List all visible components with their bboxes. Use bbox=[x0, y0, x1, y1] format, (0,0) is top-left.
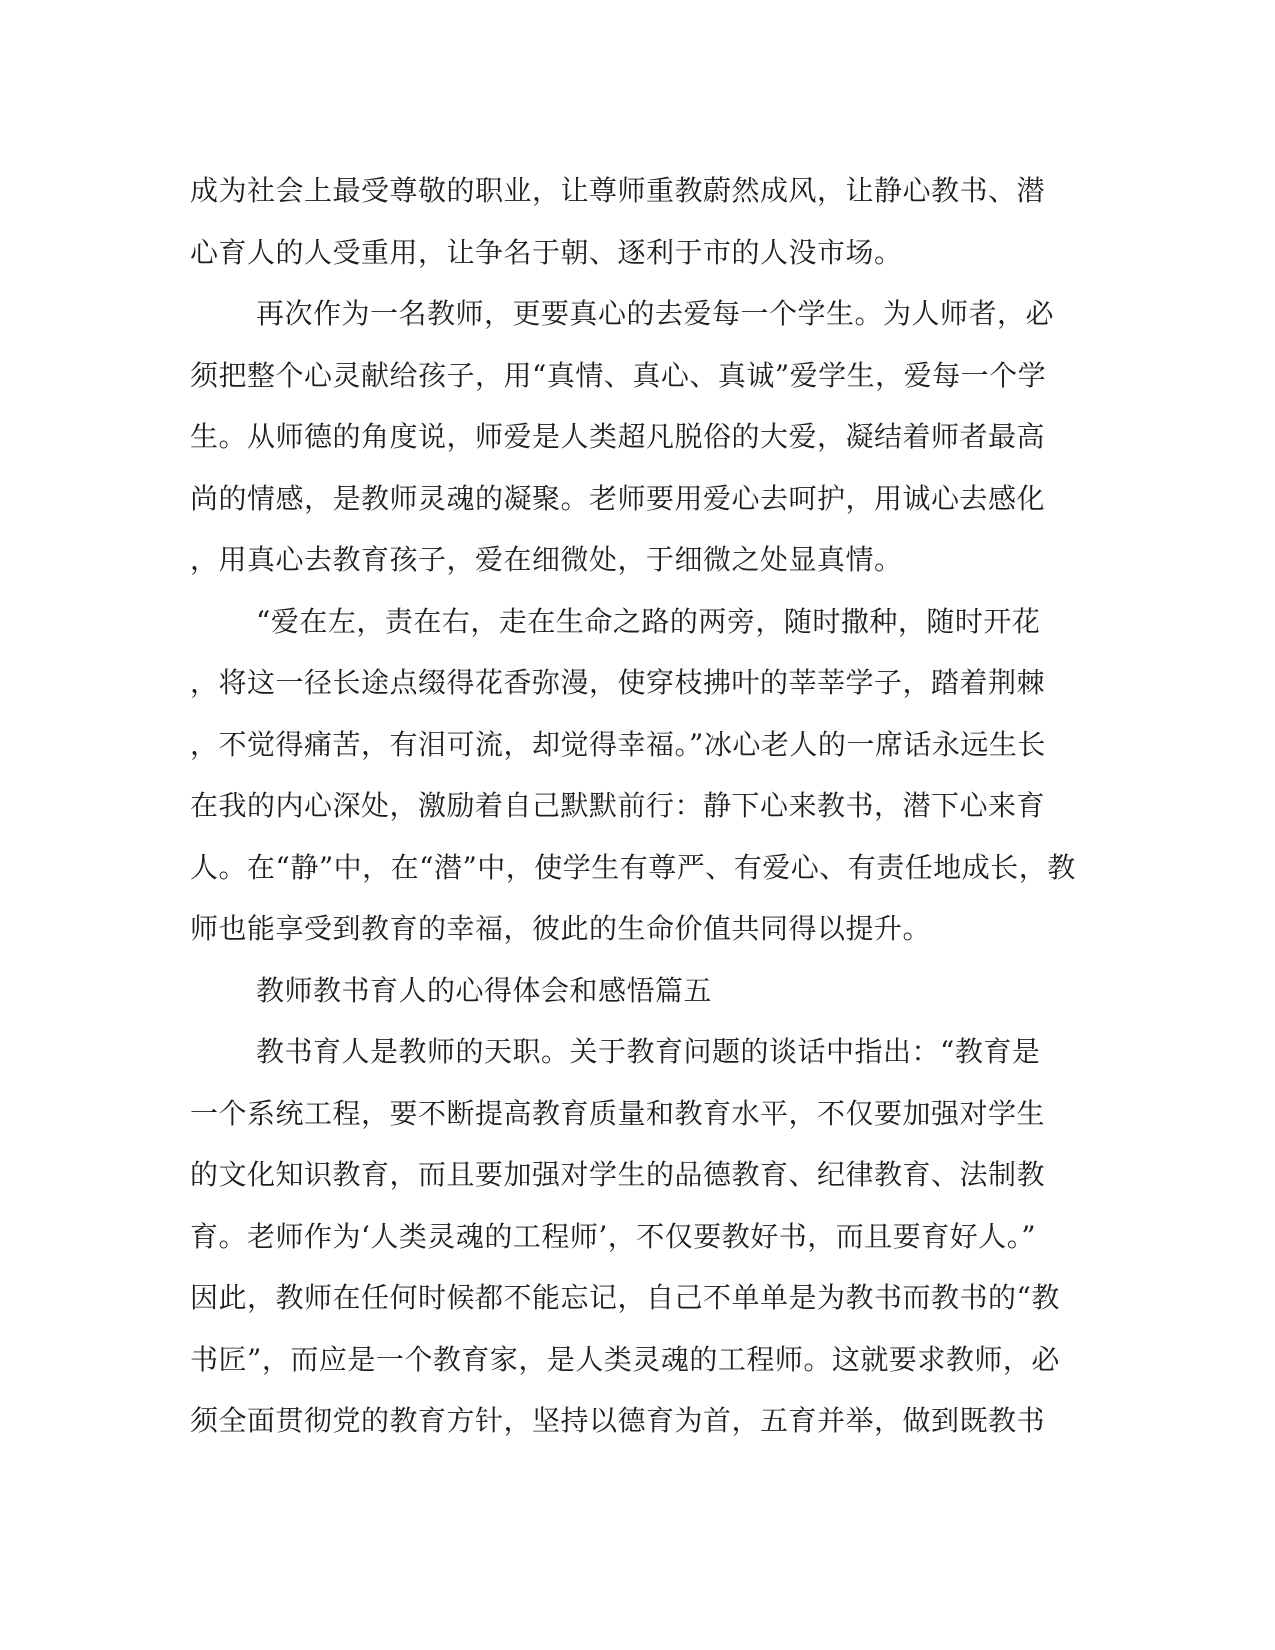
text-line: ，不觉得痛苦，有泪可流，却觉得幸福。”冰心老人的一席话永远生长 bbox=[190, 727, 1046, 761]
text-line: 人。在“静”中，在“潜”中，使学生有尊严、有爱心、有责任地成长，教 bbox=[190, 850, 1076, 884]
text-line: 须全面贯彻党的教育方针，坚持以德育为首，五育并举，做到既教书 bbox=[190, 1404, 1046, 1437]
text-line: 一个系统工程，要不断提高教育质量和教育水平，不仅要加强对学生 bbox=[190, 1096, 1046, 1130]
text-line: 在我的内心深处，激励着自己默默前行：静下心来教书，潜下心来育 bbox=[190, 789, 1046, 822]
text-line: 成为社会上最受尊敬的职业，让尊师重教蔚然成风，让静心教书、潜 bbox=[190, 174, 1046, 207]
document-body bbox=[190, 160, 1080, 1452]
paragraph-start-line: 再次作为一名教师，更要真心的去爱每一个学生。为人师者，必 bbox=[256, 297, 1055, 330]
text-line: 须把整个心灵献给孩子，用“真情、真心、真诚”爱学生，爱每一个学 bbox=[190, 358, 1047, 392]
text-line: 育。老师作为‘人类灵魂的工程师’，不仅要教好书，而且要育好人。” bbox=[190, 1219, 1037, 1253]
paragraph-start-line: 教书育人是教师的天职。关于教育问题的谈话中指出：“教育是 bbox=[256, 1035, 1041, 1068]
section-heading: 教师教书育人的心得体会和感悟篇五 bbox=[256, 973, 713, 1007]
text-line: ，将这一径长途点缀得花香弥漫，使穿枝拂叶的莘莘学子，踏着荆棘 bbox=[190, 666, 1046, 699]
text-line: ，用真心去教育孩子，爱在细微处，于细微之处显真情。 bbox=[190, 543, 903, 576]
text-line: 尚的情感，是教师灵魂的凝聚。老师要用爱心去呵护，用诚心去感化 bbox=[190, 481, 1046, 515]
paragraph-start-line: “爱在左，责在右，走在生命之路的两旁，随时撒种，随时开花 bbox=[256, 604, 1041, 638]
text-line: 因此，教师在任何时候都不能忘记，自己不单单是为教书而教书的“教 bbox=[190, 1281, 1060, 1314]
text-line: 生。从师德的角度说，师爱是人类超凡脱俗的大爱，凝结着师者最高 bbox=[190, 420, 1046, 453]
text-line: 书匠”，而应是一个教育家，是人类灵魂的工程师。这就要求教师，必 bbox=[190, 1342, 1060, 1376]
text-line: 心育人的人受重用，让争名于朝、逐利于市的人没市场。 bbox=[190, 235, 903, 269]
text-line: 的文化知识教育，而且要加强对学生的品德教育、纪律教育、法制教 bbox=[190, 1158, 1046, 1191]
text-line: 师也能享受到教育的幸福，彼此的生命价值共同得以提升。 bbox=[190, 912, 932, 945]
